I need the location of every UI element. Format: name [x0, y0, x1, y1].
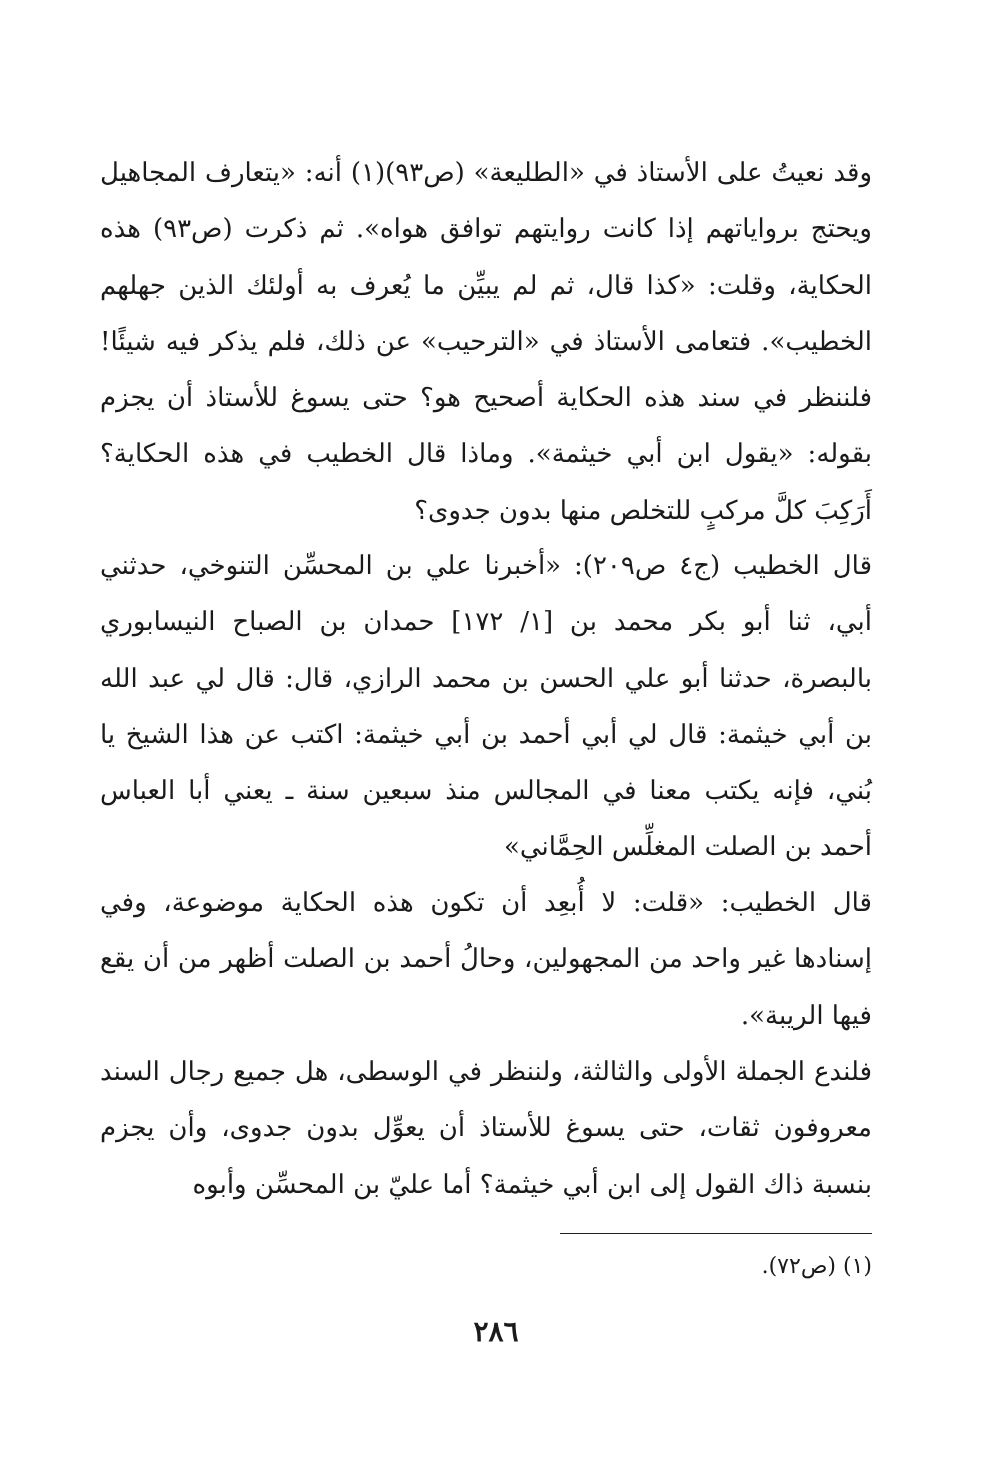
- paragraph-4: فلندع الجملة الأولى والثالثة، ولننظر في الوسطى، هل جميع رجال السند معروفون ثقات، حتى يسوغ للأستاذ أن يعوِّل بدون جدوى، وأن يجزم بنسبة ذاك القول إلى ابن أبي خيثمة؟ أما عليّ بن المحسِّن وأبوه: [100, 1057, 872, 1200]
- paragraph-1: وقد نعيتُ على الأستاذ في «الطليعة» (ص٩٣)(١) أنه: «يتعارف المجاهيل ويحتج برواياتهم إذا كانت روايتهم توافق هواه». ثم ذكرت (ص٩٣) هذه الحكاية، وقلت: «كذا قال، ثم لم يبيِّن ما يُعرف به أولئك الذين جهلهم الخطيب». فتعامى الأستاذ في «الترحيب» عن ذلك، فلم يذكر فيه شيئًا! فلننظر في سند هذه الحكاية أصحيح هو؟ حتى يسوغ للأستاذ أن يجزم بقوله: «يقول ابن أبي خيثمة». وماذا قال الخطيب في هذه الحكاية؟ أَرَكِبَ كلَّ مركبٍ للتخلص منها بدون جدوى؟: [100, 158, 873, 526]
- footnote: (١) (ص٧٢).: [761, 1254, 872, 1279]
- paragraph-2: قال الخطيب (ج٤ ص٢٠٩): «أخبرنا علي بن المحسِّن التنوخي، حدثني أبي، ثنا أبو بكر محمد بن [١/ ١٧٢] حمدان بن الصباح النيسابوري بالبصرة، حدثنا أبو علي الحسن بن محمد الرازي، قال: قال لي عبد الله بن أبي خيثمة: قال لي أبي أحمد بن أبي خيثمة: اكتب عن هذا الشيخ يا بُني، فإنه يكتب معنا في المجالس منذ سبعين سنة ـ يعني أبا العباس أحمد بن الصلت المغلِّس الحِمَّاني»: [100, 551, 873, 863]
- paragraph-3: قال الخطيب: «قلت: لا أُبعِد أن تكون هذه الحكاية موضوعة، وفي إسنادها غير واحد من المجهولين، وحالُ أحمد بن الصلت أظهر من أن يقع فيها الريبة».: [100, 888, 872, 1031]
- page-number: ٢٨٦: [473, 1315, 519, 1348]
- footnote-separator: [560, 1233, 872, 1234]
